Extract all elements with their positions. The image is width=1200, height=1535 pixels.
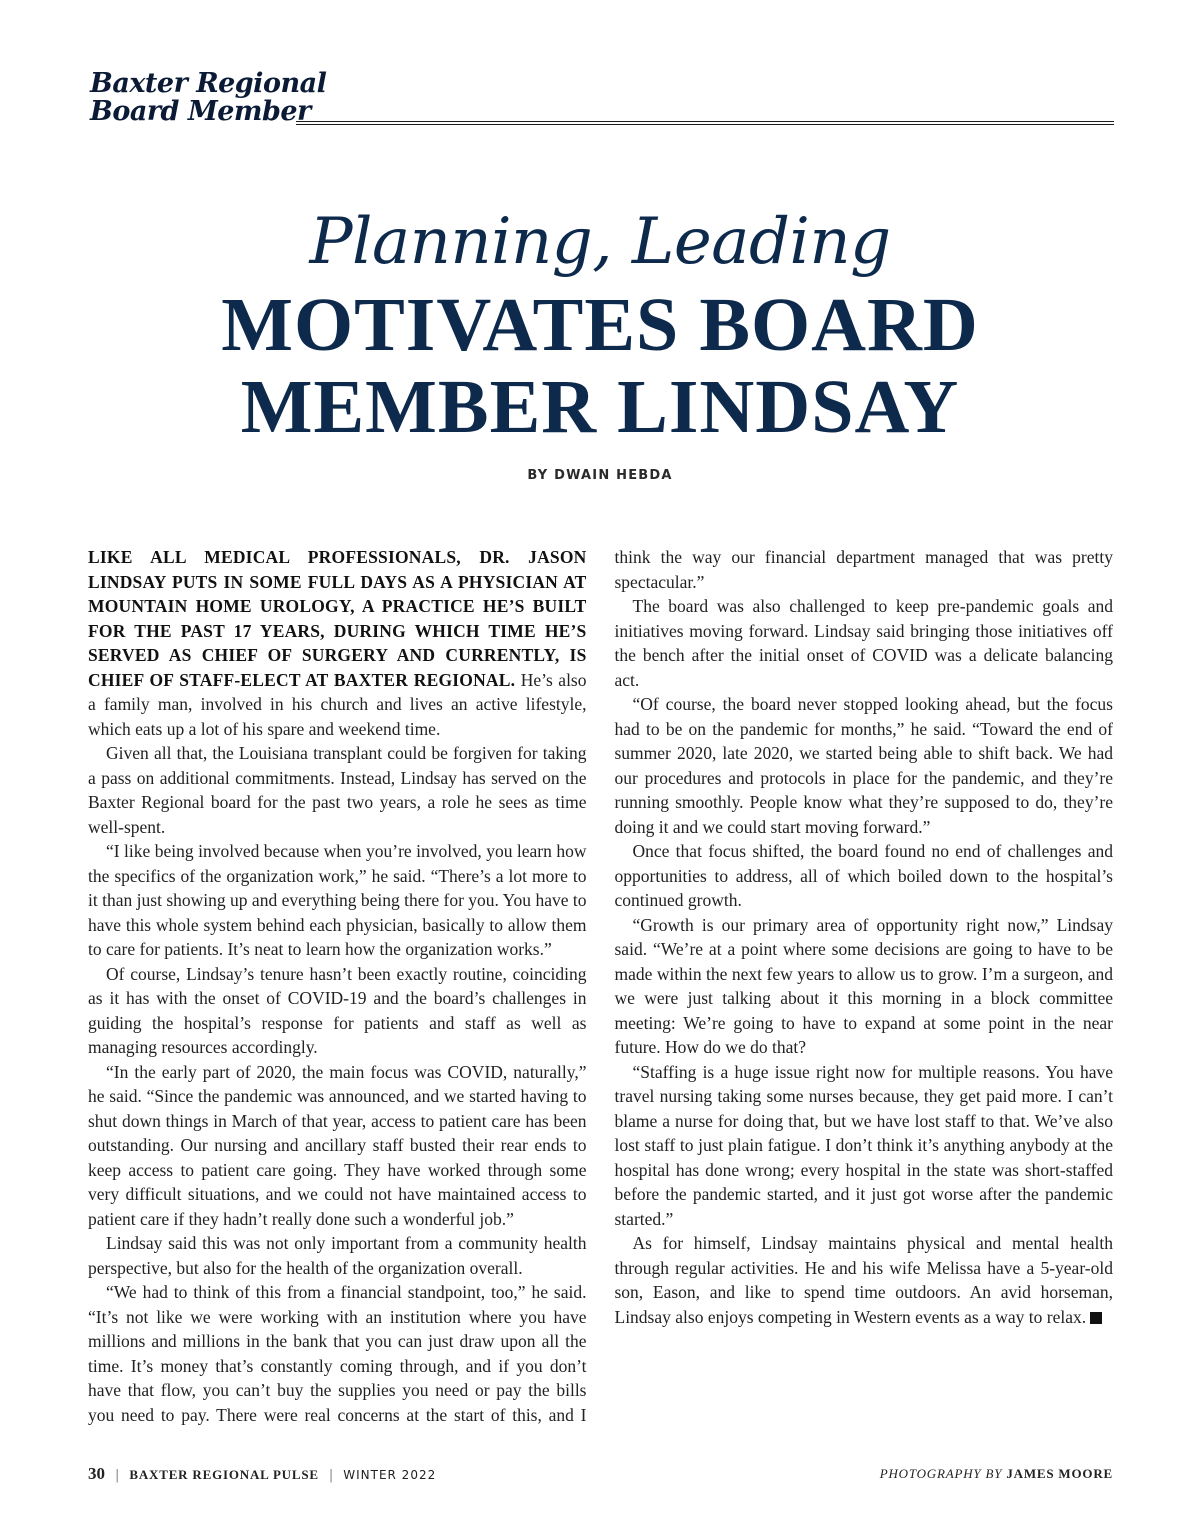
- lead-caps: LIKE ALL MEDICAL PROFESSIONALS, DR. JASON LINDSAY PUTS IN SOME FULL DAYS AS A PHYSICIAN AT MOUNTAIN HOME UROLOGY, A PRACTICE HE’S BUILT FOR THE PAST 17 YEARS, DURING WHICH TIME HE’S SERVED AS CHIEF OF SURGERY AND CURRENTLY, IS CHIEF OF STAFF-ELECT AT BAXTER REGIONAL.: [88, 547, 587, 690]
- paragraph: Of course, Lindsay’s tenure hasn’t been exactly routine, coinciding as it has with the onset of COVID-19 and the board’s challenges in guiding the hospital’s response for patients and staff as well as managing resources accordingly.: [88, 963, 587, 1057]
- paragraph: Once that focus shifted, the board found no end of challenges and opportunities to address, all of which boiled down to the hospital’s continued growth.: [614, 841, 1113, 910]
- page-footer: [88, 1464, 1113, 1488]
- paragraph: Lindsay said this was not only important from a community health perspective, but also for the health of the organization overall.: [88, 1233, 587, 1278]
- end-mark-icon: [1090, 1312, 1102, 1324]
- paragraph: “Growth is our primary area of opportunity right now,” Lindsay said. “We’re at a point where some decisions are going to have to be made within the next few years to allow us to grow. I’m a surgeon, and we were just talking about it this morning in a block committee meeting: We’re going to have to expand at some point in the near future. How do we do that?: [614, 914, 1113, 1057]
- headline-kicker: Planning, Leading: [309, 205, 891, 279]
- section-header: [90, 70, 1114, 126]
- lead-rest: He’s also a family man, involved in his church and lives an active lifestyle, which eats up a lot of his spare and weekend time.: [88, 669, 587, 739]
- photo-credit-name: JAMES MOORE: [1006, 1466, 1113, 1481]
- paragraph: “Of course, the board never stopped looking ahead, but the focus had to be on the pandemic for months,” he said. “Toward the end of summer 2020, late 2020, we started being able to shift back. We had our procedures and protocols in place for the pandemic, and they’re running smoothly. People know what they’re supposed to do, they’re doing it and we could start moving forward.”: [614, 694, 1113, 837]
- headline: [0, 200, 1200, 448]
- closing-paragraph: [615, 1231, 1114, 1329]
- paragraph: “I like being involved because when you’re involved, you learn how the specifics of the organization work,” he said. “There’s a lot more to it than just showing up and everything being there for you. You have to have this whole system behind each physician, basically to allow them to care for patients. It’s neat to learn how the organization works.”: [88, 841, 587, 959]
- headline-title-line2: MEMBER LINDSAY: [240, 365, 960, 449]
- footer-left: [88, 1464, 436, 1484]
- headline-title-line1: MOTIVATES BOARD: [221, 283, 979, 367]
- paragraph: “In the early part of 2020, the main focus was COVID, naturally,” he said. “Since the pandemic was announced, and we started having to shut down things in March of that year, access to patient care has been outstanding. Our nursing and ancillary staff busted their rear ends to keep access to patient care going. They have worked through some very difficult situations, and we could not have maintained access to patient care if they hadn’t really done such a wonderful job.”: [88, 1061, 587, 1229]
- section-rule: [296, 121, 1114, 125]
- paragraph: Given all that, the Louisiana transplant could be forgiven for taking a pass on additional commitments. Instead, Lindsay has served on the Baxter Regional board for the past two years, a role he sees as time well-spent.: [88, 743, 587, 837]
- section-label-line2: Board Member: [90, 96, 311, 127]
- section-label-line1: Baxter Regional: [90, 68, 327, 99]
- paragraph: “We had to think of this from a financial standpoint, too,” he said. “It’s not like we were working with an institution where you have millions and millions in the bank that you can just draw upon all the time. It’s money that’s constantly coming through, and if you don’t have that flow, you can’t buy the supplies you need or pay the bills you need to pay. There were real concerns at the start of this, and I think the way our financial department managed that was pretty spectacular.”: [88, 547, 1113, 1425]
- photo-credit: [880, 1466, 1113, 1482]
- page-number: 30: [88, 1464, 105, 1483]
- footer-separator: |: [328, 1468, 334, 1483]
- closing-text: As for himself, Lindsay maintains physical and mental health through regular activities. He and his wife Melissa have a 5-year-old son, Eason, and like to spend time outdoors. An avid horseman, Lindsay also enjoys competing in Western events as a way to relax.: [614, 1233, 1113, 1327]
- lead-paragraph: [88, 545, 587, 741]
- paragraph: “Staffing is a huge issue right now for multiple reasons. You have travel nursing taking some nurses because, they get paid more. I can’t blame a nurse for doing that, but we have lost staff to that. We’ve also lost staff to just plain fatigue. I don’t think it’s anything anybody at the hospital has done wrong; every hospital in the state was short-staffed before the pandemic started, and it just got worse after the pandemic started.”: [614, 1061, 1113, 1229]
- footer-separator: |: [115, 1468, 120, 1483]
- article-body: [88, 545, 1113, 1435]
- publication-name: BAXTER REGIONAL PULSE: [129, 1467, 319, 1482]
- byline: BY DWAIN HEBDA: [527, 468, 673, 483]
- photo-credit-label: PHOTOGRAPHY BY: [879, 1466, 1003, 1481]
- issue-label: WINTER 2022: [343, 1468, 437, 1482]
- paragraph: The board was also challenged to keep pre-pandemic goals and initiatives moving forward. Lindsay said bringing those initiatives off the bench after the initial onset of COVID was a delicate balancing act.: [614, 596, 1113, 690]
